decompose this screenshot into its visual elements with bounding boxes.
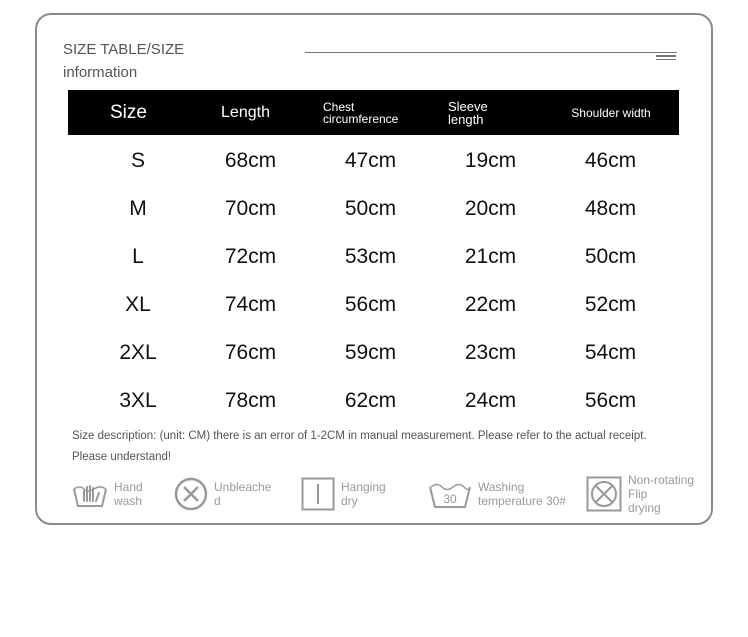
- size-cell: S: [130, 149, 145, 172]
- chest-cell: 47cm: [344, 149, 397, 172]
- table-row: [68, 329, 679, 377]
- chest-cell: 56cm: [344, 293, 397, 316]
- header-chest-line2: circumference: [323, 111, 399, 126]
- size-note-line1: Size description: (unit: CM) there is an error of 1-2CM in manual measurement. Please refer to the actual receipt.: [72, 430, 647, 442]
- care-label: Non-rotating Flip drying: [628, 473, 695, 515]
- table-row: [68, 281, 679, 329]
- size-cell: 3XL: [119, 389, 157, 412]
- chart-title-line1: SIZE TABLE/SIZE: [63, 41, 185, 58]
- length-cell: 76cm: [224, 341, 277, 364]
- chest-cell: 53cm: [344, 245, 397, 268]
- chart-title: [63, 38, 184, 84]
- shoulder-cell: 50cm: [584, 245, 637, 268]
- length-cell: 74cm: [224, 293, 277, 316]
- shoulder-cell: 56cm: [584, 389, 637, 412]
- hang-dry-icon: [301, 477, 335, 511]
- care-non-rotating: [586, 474, 694, 514]
- sleeve-cell: 22cm: [464, 293, 517, 316]
- size-note: [72, 426, 692, 468]
- sleeve-cell: 24cm: [464, 389, 517, 412]
- table-row: [68, 185, 679, 233]
- shoulder-cell: 54cm: [584, 341, 637, 364]
- title-divider: [305, 52, 677, 53]
- care-label: Hand wash: [114, 480, 143, 508]
- chart-title-line2: information: [63, 64, 138, 81]
- length-cell: 70cm: [224, 197, 277, 220]
- header-length: Length: [221, 103, 270, 121]
- size-cell: M: [129, 197, 147, 220]
- wash-temp-text: 30: [443, 492, 457, 506]
- size-cell: 2XL: [119, 341, 157, 364]
- care-washing-30: [428, 474, 566, 514]
- wash-30-icon: [428, 479, 472, 509]
- header-sleeve-line2: length: [448, 111, 484, 127]
- length-cell: 68cm: [224, 149, 277, 172]
- chest-cell: 62cm: [344, 389, 397, 412]
- shoulder-cell: 48cm: [584, 197, 637, 220]
- length-cell: 78cm: [224, 389, 277, 412]
- care-unbleached: [174, 474, 271, 514]
- do-not-bleach-icon: [174, 477, 208, 511]
- table-row: [68, 377, 679, 425]
- sleeve-cell: 23cm: [464, 341, 517, 364]
- table-header: [68, 90, 679, 135]
- size-cell: L: [132, 245, 144, 268]
- hand-wash-icon: [72, 479, 108, 509]
- shoulder-cell: 52cm: [584, 293, 637, 316]
- sleeve-cell: 21cm: [464, 245, 517, 268]
- care-label: Hanging dry: [341, 480, 386, 508]
- chest-cell: 50cm: [344, 197, 397, 220]
- table-row: [68, 137, 679, 185]
- size-cell: XL: [125, 293, 151, 316]
- do-not-tumble-dry-icon: [586, 476, 622, 512]
- header-shoulder: Shoulder width: [571, 105, 651, 120]
- header-sleeve: [448, 90, 548, 135]
- shoulder-cell: 46cm: [584, 149, 637, 172]
- care-hand-wash: [72, 474, 143, 514]
- sleeve-cell: 19cm: [464, 149, 517, 172]
- size-note-line2: Please understand!: [72, 451, 172, 463]
- table-row: [68, 233, 679, 281]
- header-chest: [323, 90, 433, 135]
- chest-cell: 59cm: [344, 341, 397, 364]
- menu-lines-icon: [656, 55, 676, 62]
- header-size: Size: [110, 101, 147, 123]
- care-label: Unbleache d: [214, 480, 272, 508]
- care-label: Washing temperature 30#: [478, 480, 567, 508]
- sleeve-cell: 20cm: [464, 197, 517, 220]
- length-cell: 72cm: [224, 245, 277, 268]
- care-hanging-dry: [301, 474, 386, 514]
- header-sleeve-line1: Sleeve: [448, 98, 488, 114]
- header-chest-line1: Chest: [323, 99, 355, 114]
